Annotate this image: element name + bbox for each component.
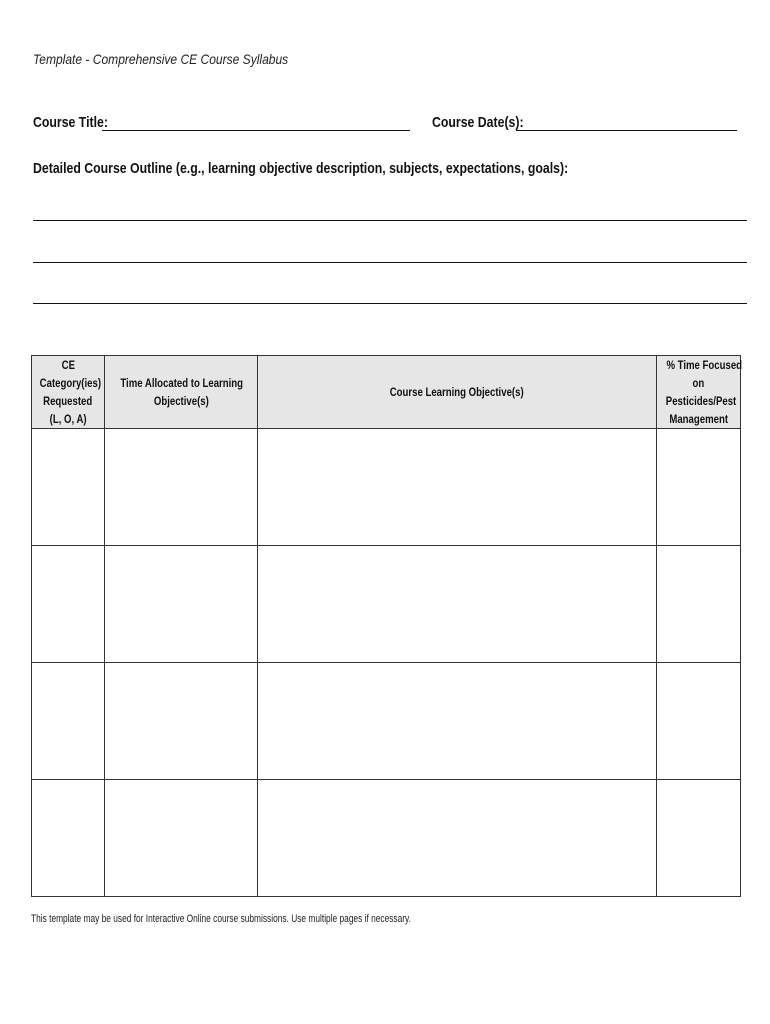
learning-objectives-table [31,355,741,897]
table-row [32,780,741,897]
header-time-line: Time Allocated to Learning [120,376,244,390]
table-row [32,546,741,663]
header-learning-objective [258,356,657,429]
cell-learning-objective[interactable] [258,663,657,780]
course-dates-input[interactable] [516,114,737,131]
document-title: Template - Comprehensive CE Course Syllabus [33,51,289,67]
cell-ce-category[interactable] [32,546,105,663]
course-outline-label: Detailed Course Outline (e.g., learning objective description, subjects, expectations, goals): [33,160,569,177]
table-row [32,663,741,780]
outline-line-2[interactable] [33,262,747,263]
course-title-label: Course Title: [33,114,108,131]
header-ce-category-line: (L, O, A) [49,412,87,426]
template-footnote: This template may be used for Interactive Online course submissions. Use multiple pages if necessary. [31,913,411,925]
header-percent-time [657,356,741,429]
cell-percent-time[interactable] [657,663,741,780]
course-dates-label: Course Date(s): [432,114,524,131]
course-dates-field [432,114,737,131]
outline-line-3[interactable] [33,303,747,304]
header-percent-line: Management [669,412,728,426]
cell-time-allocated[interactable] [105,663,258,780]
cell-percent-time[interactable] [657,429,741,546]
course-title-input[interactable] [102,114,410,131]
header-ce-category [32,356,105,429]
header-objective-line: Course Learning Objective(s) [390,385,524,399]
cell-learning-objective[interactable] [258,429,657,546]
cell-percent-time[interactable] [657,546,741,663]
header-percent-line: on [692,376,705,390]
header-percent-line: Pesticides/Pest [665,394,737,408]
table-header-row [32,356,741,429]
cell-time-allocated[interactable] [105,546,258,663]
cell-learning-objective[interactable] [258,780,657,897]
header-percent-line: % Time Focused [666,358,743,372]
table-row [32,429,741,546]
cell-learning-objective[interactable] [258,546,657,663]
cell-time-allocated[interactable] [105,780,258,897]
cell-time-allocated[interactable] [105,429,258,546]
header-ce-category-line: Requested [43,394,93,408]
cell-ce-category[interactable] [32,663,105,780]
course-title-field [33,114,410,131]
cell-percent-time[interactable] [657,780,741,897]
header-ce-category-line: CE [61,358,75,372]
header-time-line: Objective(s) [153,394,209,408]
outline-line-1[interactable] [33,220,747,221]
course-info-row [33,114,743,134]
header-ce-category-line: Category(ies) [39,376,102,390]
cell-ce-category[interactable] [32,780,105,897]
cell-ce-category[interactable] [32,429,105,546]
header-time-allocated [105,356,258,429]
